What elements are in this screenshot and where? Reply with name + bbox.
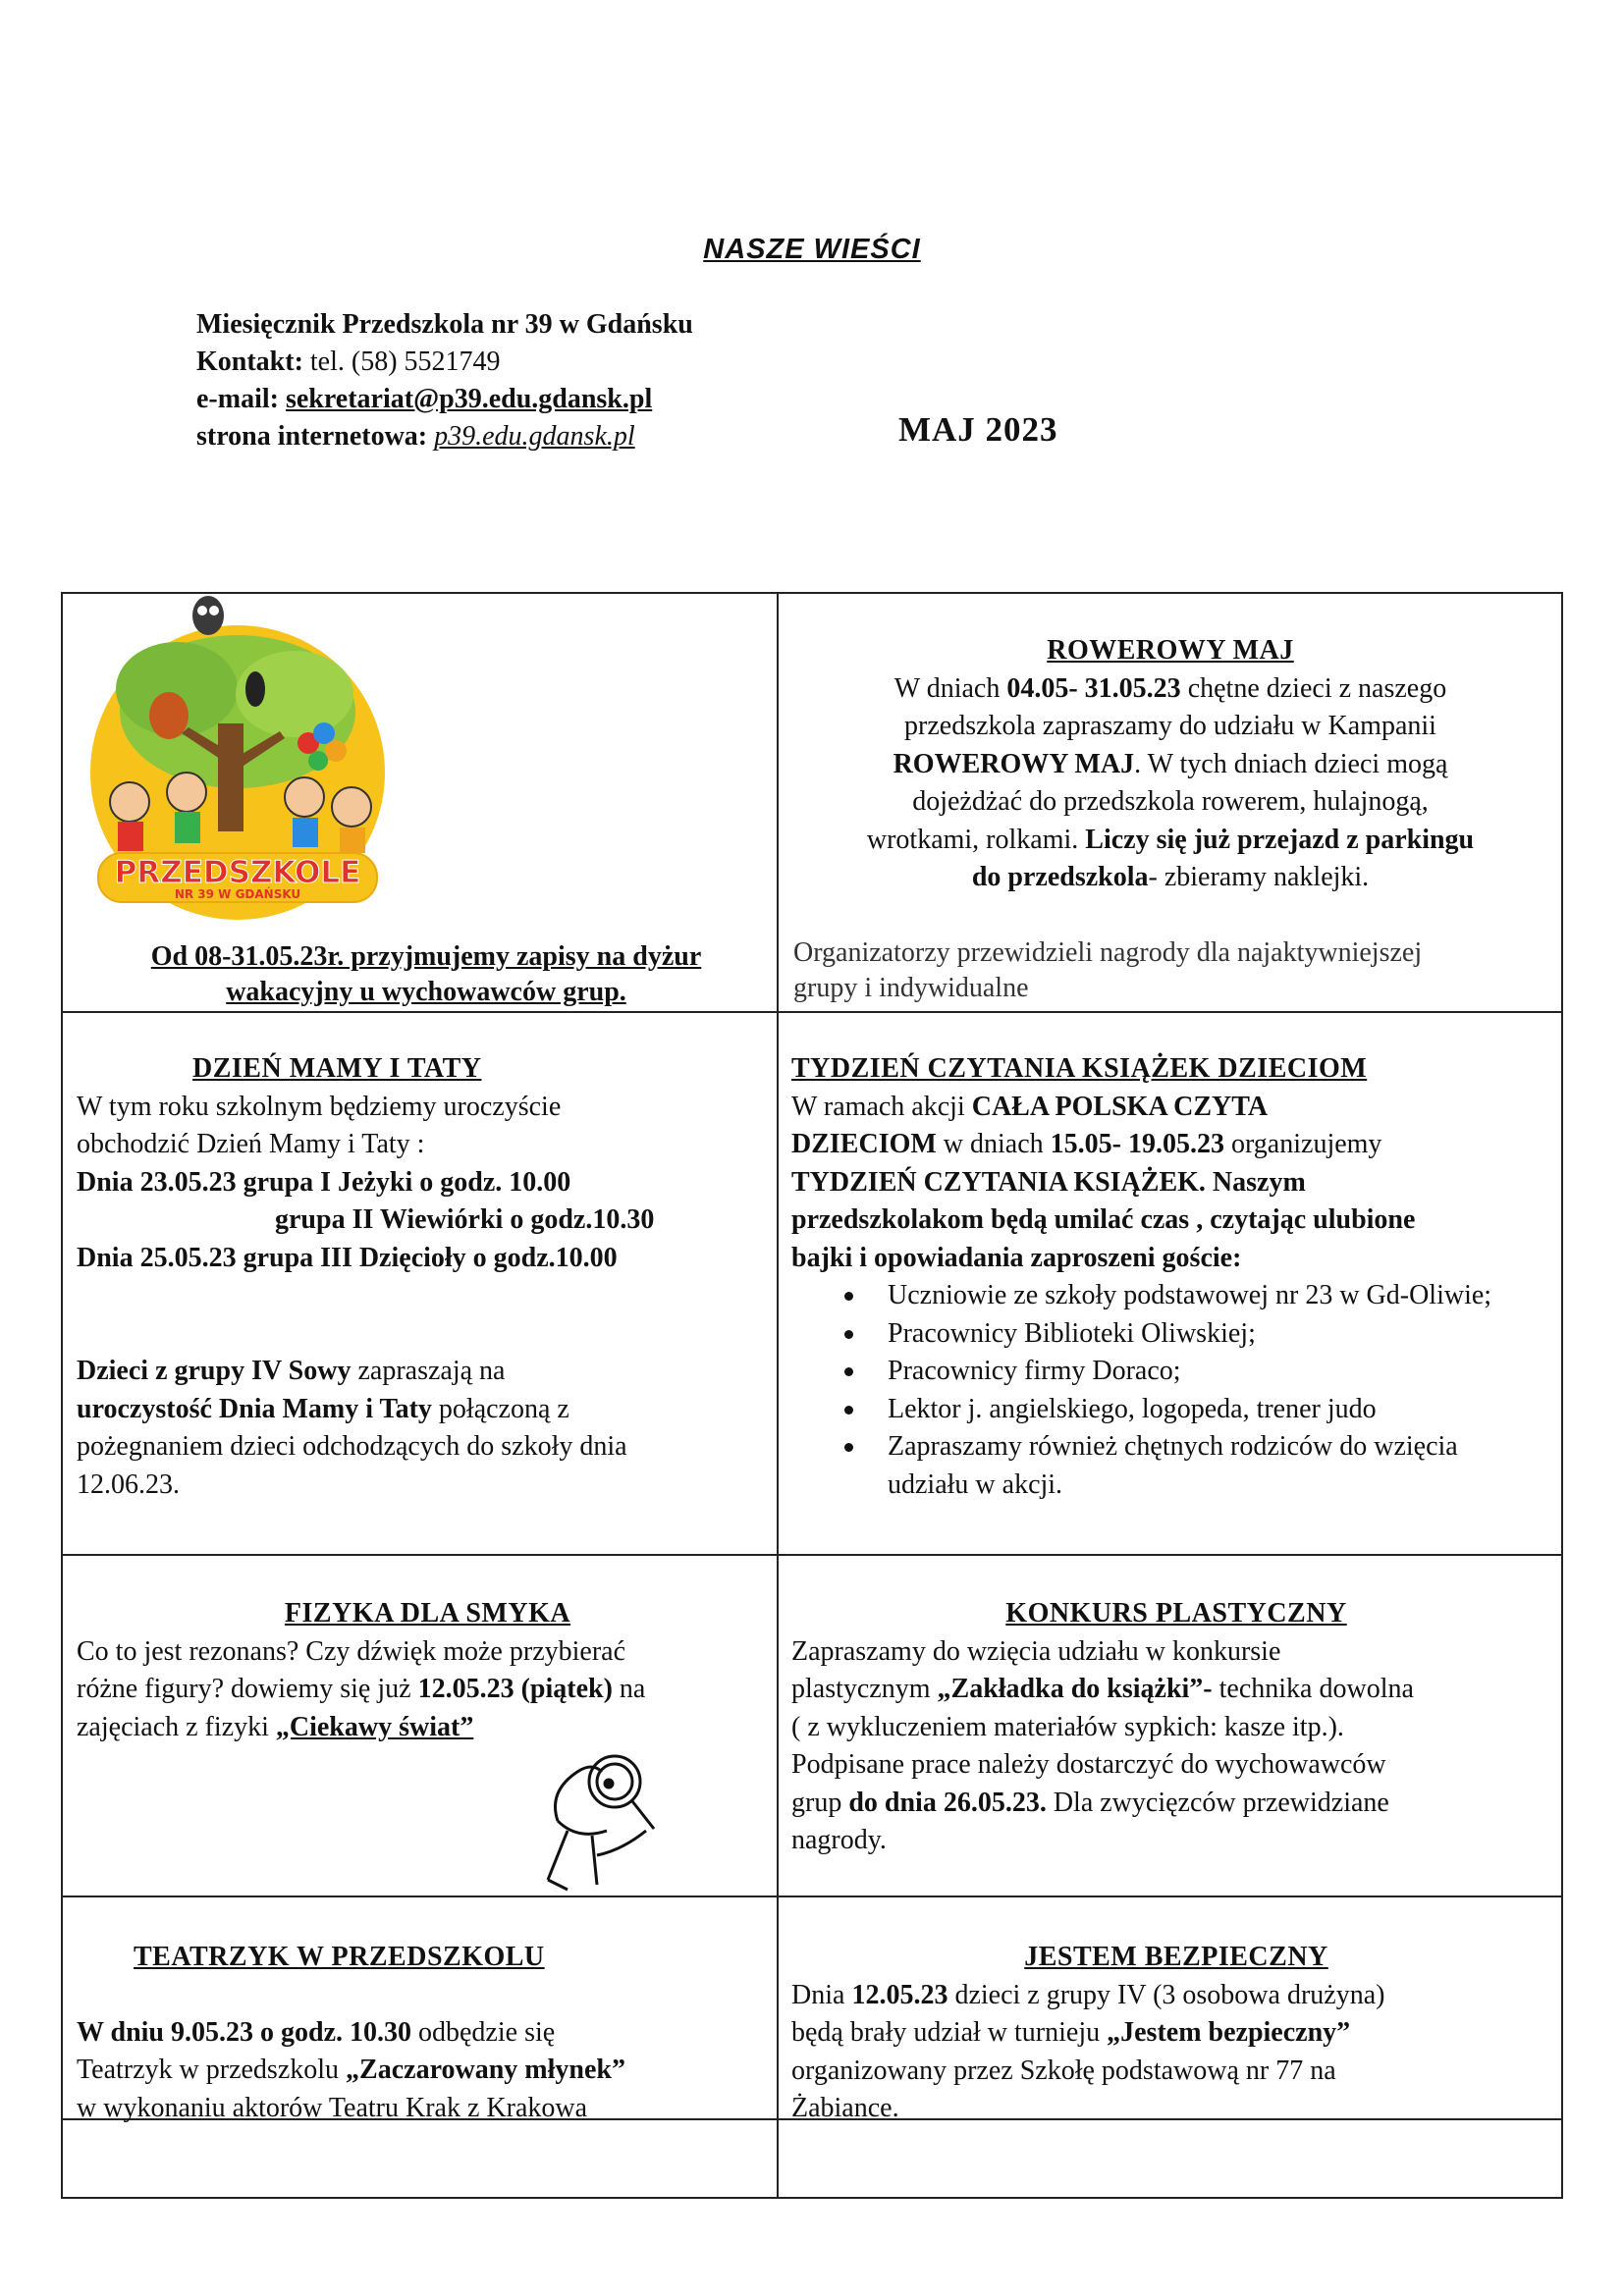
enrollment-note: Od 08-31.05.23r. przyjmujemy zapisy na dyżur wakacyjny u wychowawców grup.: [150, 941, 702, 1007]
page-title: NASZE WIEŚCI: [703, 234, 921, 265]
row-divider: [63, 1011, 1561, 1013]
list-item: Zapraszamy również chętnych rodziców do wzięcia udziału w akcji.: [888, 1428, 1526, 1504]
art-contest-section: KONKURS PLASTYCZNY Zapraszamy do wzięcia udziału w konkursie plastycznym „Zakładka do książki”- technika dowolna ( z wykluczeniem materiałów sypkich: kasze itp.). Podpisane prace należy dostarczyć do wychowawców grup do dnia 26.05.23. Dla zwycięzców przewidziane nagrody.: [791, 1595, 1561, 1860]
contact-label: Kontakt:: [196, 347, 303, 377]
contact-phone: tel. (58) 5521749: [302, 347, 501, 377]
magnifier-kid-icon: [538, 1733, 676, 1895]
reading-week-heading: TYDZIEŃ CZYTANIA KSIĄŻEK DZIECIOM: [791, 1053, 1368, 1084]
theatre-section: TEATRZYK W PRZEDSZKOLU W dniu 9.05.23 o godz. 10.30 odbędzie się Teatrzyk w przedszkolu „Zaczarowany młynek” w wykonaniu aktorów Teatru Krak z Krakowa: [77, 1939, 779, 2127]
parents-day-section: DZIEŃ MAMY I TATY W tym roku szkolnym będziemy uroczyście obchodzić Dzień Mamy i Taty : Dnia 23.05.23 grupa I Jeżyki o godz. 10.00 grupa II Wiewiórki o godz.10.30 Dnia 25.05.23 grupa III Dzięcioły o godz.10.00 Dzieci z grupy IV Sowy zapraszają na uroczystość Dnia Mamy i Taty połączoną z pożegnaniem dzieci odchodzących do szkoły dnia 12.06.23.: [77, 1050, 779, 1504]
website-link[interactable]: p39.edu.gdansk.pl: [434, 421, 635, 452]
preschool-tree-logo-icon: [79, 596, 397, 922]
list-item: Pracownicy firmy Doraco;: [888, 1353, 1526, 1391]
reading-week-section: TYDZIEŃ CZYTANIA KSIĄŻEK DZIECIOM W ramach akcji CAŁA POLSKA CZYTA DZIECIOM w dniach 15.05- 19.05.23 organizujemy TYDZIEŃ CZYTANIA KSIĄŻEK. Naszym przedszkolakom będą umilać czas , czytając ulubione bajki i opowiadania zaproszeni goście: Uczniowie ze szkoły podstawowej nr 23 w Gd-Oliwie; Pracownicy Biblioteki Oliwskiej; Pracownicy firmy Doraco; Lektor j. angielskiego, logopeda, trener judo Zapraszamy również chętnych rodziców do wzięcia udziału w akcji.: [791, 1050, 1561, 1504]
bike-may-prizes: Organizatorzy przewidzieli nagrody dla najaktywniejszej grupy i indywidualne: [793, 937, 1423, 1003]
row-divider: [63, 1554, 1561, 1556]
website-label: strona internetowa:: [196, 421, 435, 452]
monthly-title: Miesięcznik Przedszkola nr 39 w Gdańsku: [196, 309, 693, 340]
logo-subtext: NR 39 W GDAŃSKU: [174, 887, 301, 901]
logo-text: PRZEDSZKOLE: [114, 855, 361, 890]
row-divider: [63, 1896, 1561, 1897]
jestem-bezpieczny-section: JESTEM BEZPIECZNY Dnia 12.05.23 dzieci z grupy IV (3 osobowa drużyna) będą brały udział w turnieju „Jestem bezpieczny” organizowany przez Szkołę podstawową nr 77 na Żabiance.: [791, 1939, 1561, 2128]
bike-may-section: ROWEROWY MAJ W dniach 04.05- 31.05.23 chętne dzieci z naszego przedszkola zapraszamy do udziału w Kampanii ROWEROWY MAJ. W tych dniach dzieci mogą dojeżdżać do przedszkola rowerem, hulajnogą, wrotkami, rolkami. Liczy się już przejazd z parkingu do przedszkola- zbieramy naklejki.: [778, 632, 1563, 897]
art-contest-heading: KONKURS PLASTYCZNY: [1005, 1598, 1347, 1629]
parents-day-heading: DZIEŃ MAMY I TATY: [192, 1053, 482, 1084]
guest-list: [791, 1277, 1526, 1504]
theatre-heading: TEATRZYK W PRZEDSZKOLU: [134, 1942, 545, 1972]
list-item: Uczniowie ze szkoły podstawowej nr 23 w Gd-Oliwie;: [888, 1277, 1526, 1315]
bike-may-heading: ROWEROWY MAJ: [1047, 635, 1294, 666]
safe-heading: JESTEM BEZPIECZNY: [1024, 1942, 1328, 1972]
masthead: [196, 306, 693, 455]
list-item: Lektor j. angielskiego, logopeda, trener judo: [888, 1391, 1526, 1429]
email-link[interactable]: sekretariat@p39.edu.gdansk.pl: [285, 384, 653, 414]
physics-heading: FIZYKA DLA SMYKA: [284, 1598, 571, 1629]
issue-month: MAJ 2023: [898, 410, 1058, 449]
email-label: e-mail:: [196, 384, 286, 414]
list-item: Pracownicy Biblioteki Oliwskiej;: [888, 1315, 1526, 1354]
physics-section: FIZYKA DLA SMYKA Co to jest rezonans? Czy dźwięk może przybierać różne figury? dowiemy się już 12.05.23 (piątek) na zajęciach z fizyki „Ciekawy świat”: [77, 1595, 779, 1746]
